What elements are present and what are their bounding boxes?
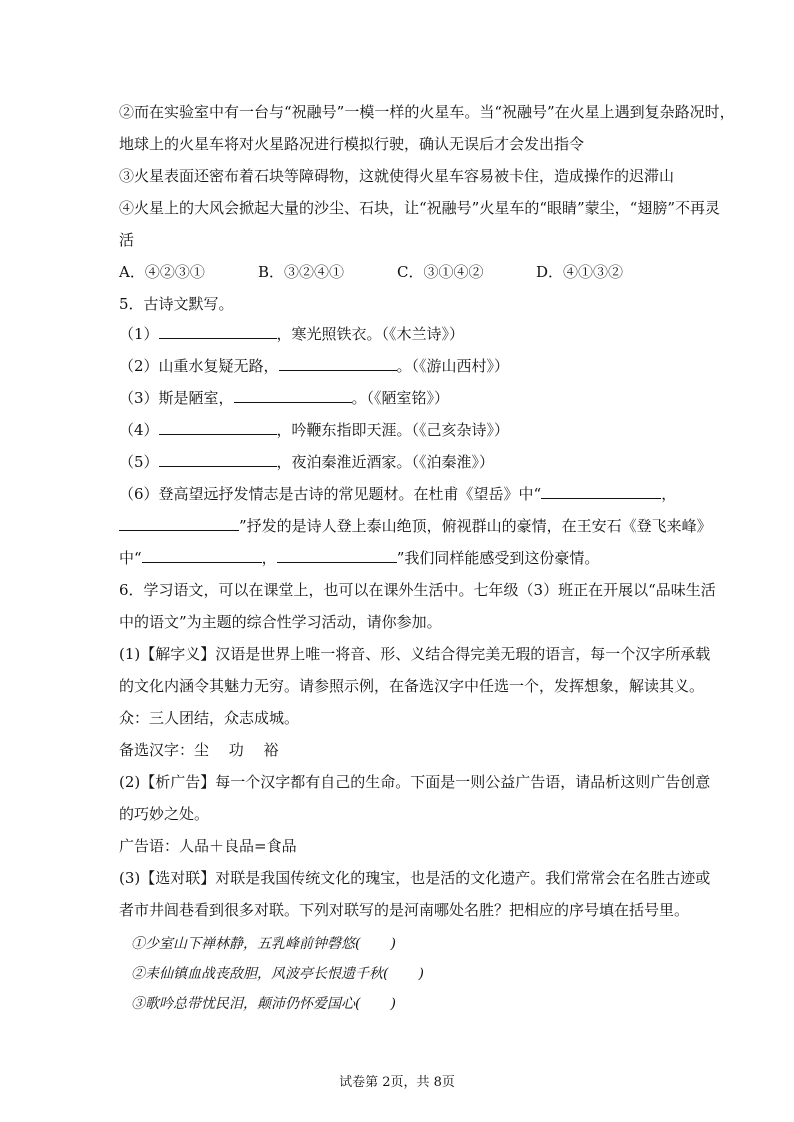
q5-item-6-line2: [119, 516, 712, 536]
q5-item-5-text: ，夜泊秦淮近酒家。（《泊秦淮》）: [276, 453, 495, 471]
q6-part3-line2: 者市井闾巷看到很多对联。下列对联写的是河南哪处名胜？把相应的序号填在括号里。: [119, 901, 690, 919]
q5-item-3-text: （3）斯是陋室，: [119, 389, 234, 407]
q6-part1-example: 众：三人团结，众志成城。: [119, 709, 300, 727]
q5-item-6-comma: ，: [661, 485, 677, 503]
q6-intro-line2: 中的语文”为主题的综合性学习活动，请你参加。: [119, 613, 442, 631]
q4-sentence-2-line2: 地球上的火星车将对火星路况进行模拟行驶，确认无误后才会发出指令: [119, 135, 585, 153]
couplet-2-text: ②耒仙镇血战丧敌胆，风波亭长恨遗千秋(: [131, 966, 389, 982]
q6-part2-ad: 广告语：人品＋良品=食品: [119, 837, 297, 855]
q5-item-6-line3: [119, 548, 599, 568]
q5-item-3-blank[interactable]: [234, 388, 352, 403]
q5-item-2-blank[interactable]: [279, 356, 397, 371]
q5-item-6-mid-3: ，: [261, 549, 277, 567]
q5-item-1-blank[interactable]: [159, 324, 277, 339]
q5-item-6-text: （6）登高望远抒发情志是古诗的常见题材。在杜甫《望岳》中“: [119, 485, 542, 503]
q6-part1-line2: 的文化内涵令其魅力无穷。请参照示例，在备选汉字中任选一个，发挥想象，解读其义。: [119, 677, 705, 695]
q4-option-c[interactable]: C．③①④②: [397, 263, 484, 281]
q4-option-a[interactable]: A．④②③①: [119, 263, 205, 281]
page-footer: 试卷第 2页，共 8页: [339, 1075, 455, 1090]
q5-item-2-tail: 。（《游山西村》）: [396, 357, 510, 375]
q5-item-1: [119, 324, 464, 344]
q5-item-1-number: （1）: [119, 325, 159, 343]
q6-part1-candidates: 备选汉字：尘 功 裕: [119, 741, 279, 759]
q4-sentence-4-line2: 活: [119, 231, 135, 249]
q4-sentence-4-line1: ④火星上的大风会掀起大量的沙尘、石块，让“祝融号”火星车的“眼睛”蒙尘，“翅膀”不再灵: [119, 199, 721, 217]
couplet-2-close: ): [418, 966, 424, 982]
q5-item-6-head-3: 中“: [119, 549, 142, 567]
q5-item-6-blank-2[interactable]: [119, 516, 239, 531]
q6-part3-line1: (3)【选对联】对联是我国传统文化的瑰宝，也是活的文化遗产。我们常常会在名胜古迹或: [119, 869, 711, 887]
couplet-1-close: ): [390, 936, 396, 952]
couplet-1: [131, 934, 396, 954]
q5-item-5-number: （5）: [119, 453, 159, 471]
couplet-3-text: ③歌吟总带忧民泪，颠沛仍怀爱国心(: [131, 996, 361, 1012]
q5-item-2: [119, 356, 509, 376]
q5-item-6-blank-3[interactable]: [142, 548, 262, 563]
couplet-3-close: ): [390, 996, 396, 1012]
q5-item-1-text: ，寒光照铁衣。（《木兰诗》）: [276, 325, 465, 343]
q4-option-b[interactable]: B．③②④①: [258, 263, 345, 281]
q5-item-3: [119, 388, 449, 408]
q5-title: 5．古诗文默写。: [119, 295, 234, 313]
couplet-3: [131, 994, 396, 1014]
q5-item-3-tail: 。（《陋室铭》）: [351, 389, 450, 407]
couplet-1-text: ①少室山下禅林静，五乳峰前钟磬悠(: [131, 936, 361, 952]
q6-part2-line2: 的巧妙之处。: [119, 805, 210, 823]
q5-item-4-blank[interactable]: [159, 420, 277, 435]
couplet-2: [131, 964, 424, 984]
q6-part2-line1: (2)【析广告】每一个汉字都有自己的生命。下面是一则公益广告语，请品析这则广告创意: [119, 773, 711, 791]
q5-item-4-number: （4）: [119, 421, 159, 439]
q5-item-6-tail-3: ”我们同样能感受到这份豪情。: [396, 549, 600, 567]
q6-intro-line1: 6．学习语文，可以在课堂上，也可以在课外生活中。七年级（3）班正在开展以“品味生活: [119, 581, 716, 599]
q4-sentence-2-line1: ②而在实验室中有一台与“祝融号”一模一样的火星车。当“祝融号”在火星上遇到复杂路况时，: [119, 103, 735, 121]
q5-item-5-blank[interactable]: [159, 452, 277, 467]
q4-sentence-3: ③火星表面还密布着石块等障碍物，这就使得火星车容易被卡住，造成操作的迟滞山: [119, 167, 675, 185]
q4-option-d[interactable]: D．④①③②: [536, 263, 624, 281]
q5-item-6-blank-1[interactable]: [541, 484, 661, 499]
q5-item-4-text: ，吟鞭东指即天涯。（《己亥杂诗》）: [276, 421, 510, 439]
q6-part1-line1: (1)【解字义】汉语是世界上唯一将音、形、义结合得完美无瑕的语言，每一个汉字所承载: [119, 645, 711, 663]
q5-item-6-text-2: ”抒发的是诗人登上泰山绝顶，俯视群山的豪情，在王安石《登飞来峰》: [239, 517, 712, 535]
q5-item-6-blank-4[interactable]: [277, 548, 397, 563]
q5-item-4: [119, 420, 509, 440]
q5-item-5: [119, 452, 494, 472]
q5-item-6-line1: [119, 484, 676, 504]
q5-item-2-text: （2）山重水复疑无路，: [119, 357, 279, 375]
